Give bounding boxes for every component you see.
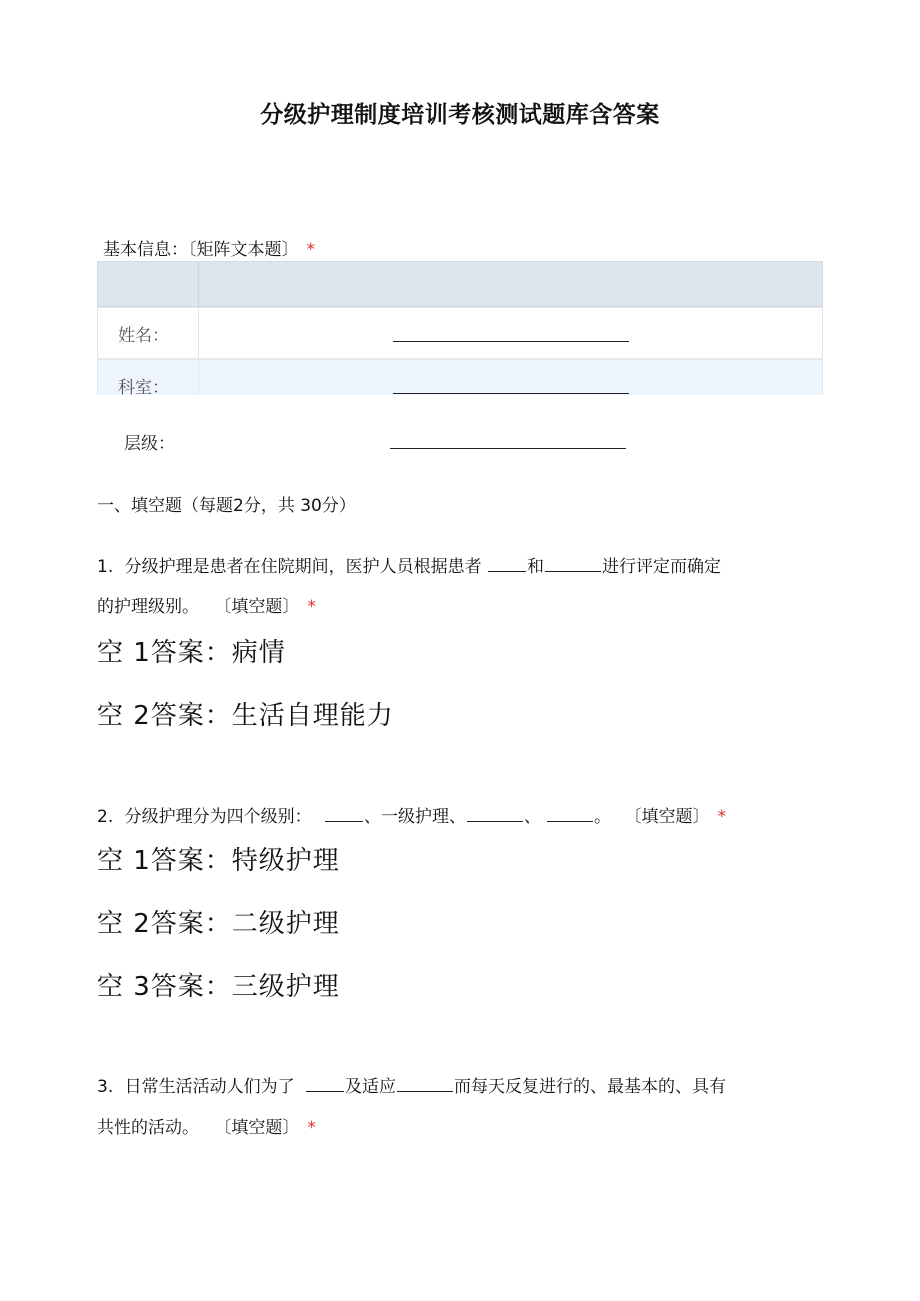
question-3-line-1 (97, 1075, 726, 1097)
basic-info-tag: 〔矩阵文本题〕 (188, 240, 299, 260)
answer-2-3: 空 3答案：三级护理 (97, 972, 340, 1002)
blank-1[interactable] (306, 1075, 344, 1092)
row-label-level: 层级： (124, 434, 175, 454)
answer-1-2: 空 2答案：生活自理能力 (97, 701, 394, 731)
required-mark: * (307, 1118, 316, 1138)
name-input-line[interactable] (393, 341, 629, 342)
question-number: 2. (97, 807, 114, 827)
question-tag: 〔填空题〕 (624, 807, 710, 827)
matrix-row-department (97, 359, 823, 395)
required-mark: * (307, 597, 316, 617)
question-text: 进行评定而确定 (602, 557, 722, 577)
department-input-line[interactable] (393, 393, 629, 394)
row-label-name: 姓名： (118, 326, 169, 346)
basic-info-matrix (97, 261, 823, 395)
blank-3[interactable] (547, 805, 593, 822)
question-text: 分级护理是患者在住院期间，医护人员根据患者 (124, 557, 482, 577)
question-1-line-2 (97, 597, 316, 617)
question-text: 及适应 (345, 1077, 397, 1097)
question-number: 1. (97, 557, 114, 577)
blank-1[interactable] (488, 555, 526, 572)
matrix-row-name (97, 307, 823, 359)
question-2-line-1 (97, 805, 726, 827)
answer-2-1: 空 1答案：特级护理 (97, 846, 340, 876)
question-text: 、一级护理、 (364, 807, 467, 827)
answer-2-2: 空 2答案：二级护理 (97, 909, 340, 939)
question-text: 分级护理分为四个级别： (124, 807, 312, 827)
blank-1[interactable] (325, 805, 363, 822)
basic-info-label: 基本信息： (103, 240, 188, 260)
matrix-header-row (97, 261, 823, 307)
question-text: 。 (594, 807, 612, 827)
blank-2[interactable] (467, 805, 523, 822)
question-1-line-1 (97, 555, 721, 577)
question-tag: 〔填空题〕 (214, 1118, 300, 1138)
level-input-line[interactable] (390, 448, 626, 449)
blank-2[interactable] (397, 1075, 453, 1092)
required-mark: * (717, 807, 726, 827)
question-number: 3. (97, 1077, 114, 1097)
basic-info-heading (103, 235, 315, 260)
blank-2[interactable] (545, 555, 601, 572)
question-text: 的护理级别。 (97, 597, 199, 617)
question-text: 共性的活动。 (97, 1118, 199, 1138)
question-text: 、 (524, 807, 542, 827)
answer-1-1: 空 1答案：病情 (97, 638, 286, 668)
question-text: 而每天反复进行的、最基本的、具有 (454, 1077, 727, 1097)
section-title: 一、填空题（每题2分，共 30分） (97, 496, 356, 516)
question-text: 和 (527, 557, 545, 577)
question-text: 日常生活活动人们为了 (124, 1077, 295, 1097)
page-title: 分级护理制度培训考核测试题库含答案 (260, 102, 660, 128)
row-label-department: 科室： (118, 378, 169, 395)
question-tag: 〔填空题〕 (214, 597, 300, 617)
question-3-line-2 (97, 1118, 316, 1138)
required-mark: * (306, 240, 315, 260)
